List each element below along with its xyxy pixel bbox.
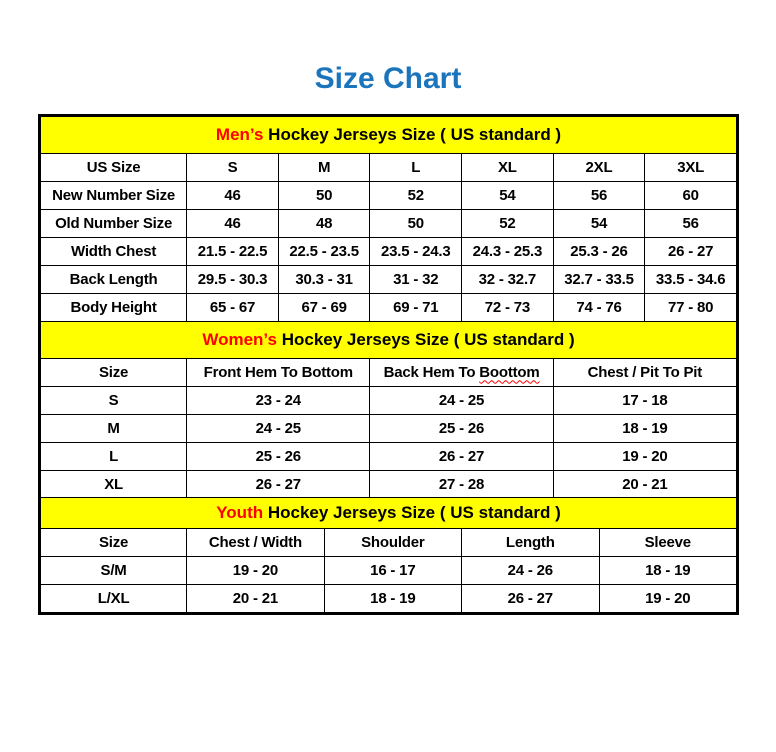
row-header: New Number Size <box>41 182 187 210</box>
table-row <box>41 182 737 210</box>
column-header: XL <box>462 154 554 182</box>
size-value-cell: 60 <box>645 182 737 210</box>
size-value-cell: 20 - 21 <box>553 470 736 498</box>
size-value-cell: 56 <box>553 182 645 210</box>
size-value-cell: 74 - 76 <box>553 294 645 322</box>
table-row <box>41 414 737 442</box>
size-value-cell: 24 - 25 <box>370 386 553 414</box>
size-value-cell: 26 - 27 <box>187 470 370 498</box>
size-value-cell: 25 - 26 <box>187 442 370 470</box>
row-header: L <box>41 442 187 470</box>
column-header-text: Back Hem To <box>383 363 476 381</box>
size-value-cell: 72 - 73 <box>462 294 554 322</box>
size-value-cell: 20 - 21 <box>187 585 324 613</box>
row-header: Body Height <box>41 294 187 322</box>
column-header: S <box>187 154 279 182</box>
table-row <box>41 238 737 266</box>
size-value-cell: 26 - 27 <box>370 442 553 470</box>
size-value-cell: 67 - 69 <box>278 294 370 322</box>
row-header: S <box>41 386 187 414</box>
table-row <box>41 266 737 294</box>
column-header <box>370 358 553 386</box>
size-value-cell: 69 - 71 <box>370 294 462 322</box>
size-value-cell: 24 - 25 <box>187 414 370 442</box>
size-value-cell: 24.3 - 25.3 <box>462 238 554 266</box>
size-chart-tables <box>38 114 739 615</box>
size-value-cell: 33.5 - 34.6 <box>645 266 737 294</box>
womens-section-row <box>41 321 737 358</box>
youth-section-row <box>41 498 737 529</box>
table-row <box>41 557 737 585</box>
youth-size-table <box>40 497 737 613</box>
womens-section-header <box>41 321 737 358</box>
size-value-cell: 54 <box>462 182 554 210</box>
size-value-cell: 32.7 - 33.5 <box>553 266 645 294</box>
column-header: L <box>370 154 462 182</box>
column-header: M <box>278 154 370 182</box>
size-value-cell: 24 - 26 <box>462 557 599 585</box>
size-value-cell: 26 - 27 <box>462 585 599 613</box>
size-value-cell: 25 - 26 <box>370 414 553 442</box>
size-value-cell: 18 - 19 <box>599 557 736 585</box>
size-value-cell: 65 - 67 <box>187 294 279 322</box>
column-header: 3XL <box>645 154 737 182</box>
size-value-cell: 46 <box>187 210 279 238</box>
column-header: US Size <box>41 154 187 182</box>
row-header: XL <box>41 470 187 498</box>
size-value-cell: 29.5 - 30.3 <box>187 266 279 294</box>
size-value-cell: 54 <box>553 210 645 238</box>
size-value-cell: 77 - 80 <box>645 294 737 322</box>
womens-section-accent: Women’s <box>202 329 277 349</box>
column-header: Chest / Width <box>187 529 324 557</box>
table-row <box>41 585 737 613</box>
table-row <box>41 294 737 322</box>
size-value-cell: 52 <box>462 210 554 238</box>
mens-section-row <box>41 117 737 154</box>
column-header: 2XL <box>553 154 645 182</box>
row-header: Old Number Size <box>41 210 187 238</box>
size-value-cell: 31 - 32 <box>370 266 462 294</box>
row-header: L/XL <box>41 585 187 613</box>
mens-section-title-rest: Hockey Jerseys Size ( US standard ) <box>263 125 562 144</box>
size-value-cell: 30.3 - 31 <box>278 266 370 294</box>
misspelled-word: Boottom <box>479 363 540 381</box>
size-value-cell: 19 - 20 <box>599 585 736 613</box>
row-header: M <box>41 414 187 442</box>
column-header: Length <box>462 529 599 557</box>
column-header: Size <box>41 529 187 557</box>
mens-size-table <box>40 116 737 322</box>
mens-section-header <box>41 117 737 154</box>
table-row <box>41 442 737 470</box>
column-header: Sleeve <box>599 529 736 557</box>
size-value-cell: 23.5 - 24.3 <box>370 238 462 266</box>
size-value-cell: 16 - 17 <box>324 557 461 585</box>
youth-section-title-rest: Hockey Jerseys Size ( US standard ) <box>263 503 561 522</box>
table-row <box>41 210 737 238</box>
size-value-cell: 25.3 - 26 <box>553 238 645 266</box>
size-value-cell: 48 <box>278 210 370 238</box>
size-value-cell: 50 <box>370 210 462 238</box>
size-value-cell: 46 <box>187 182 279 210</box>
size-value-cell: 26 - 27 <box>645 238 737 266</box>
size-value-cell: 19 - 20 <box>553 442 736 470</box>
column-header: Chest / Pit To Pit <box>553 358 736 386</box>
womens-column-header-row <box>41 358 737 386</box>
table-row <box>41 386 737 414</box>
youth-section-header <box>41 498 737 529</box>
row-header: Width Chest <box>41 238 187 266</box>
size-value-cell: 21.5 - 22.5 <box>187 238 279 266</box>
size-value-cell: 50 <box>278 182 370 210</box>
mens-column-header-row <box>41 154 737 182</box>
size-value-cell: 22.5 - 23.5 <box>278 238 370 266</box>
youth-section-accent: Youth <box>216 503 264 522</box>
row-header: S/M <box>41 557 187 585</box>
size-value-cell: 19 - 20 <box>187 557 324 585</box>
size-value-cell: 27 - 28 <box>370 470 553 498</box>
size-value-cell: 18 - 19 <box>324 585 461 613</box>
table-row <box>41 470 737 498</box>
row-header: Back Length <box>41 266 187 294</box>
youth-column-header-row <box>41 529 737 557</box>
column-header: Shoulder <box>324 529 461 557</box>
page-title: Size Chart <box>314 62 462 95</box>
womens-section-title-rest: Hockey Jerseys Size ( US standard ) <box>276 329 575 349</box>
size-value-cell: 23 - 24 <box>187 386 370 414</box>
mens-section-accent: Men’s <box>215 125 264 144</box>
column-header: Size <box>41 358 187 386</box>
size-value-cell: 18 - 19 <box>553 414 736 442</box>
size-value-cell: 32 - 32.7 <box>462 266 554 294</box>
womens-size-table <box>40 321 737 499</box>
size-value-cell: 56 <box>645 210 737 238</box>
size-value-cell: 17 - 18 <box>553 386 736 414</box>
column-header: Front Hem To Bottom <box>187 358 370 386</box>
size-value-cell: 52 <box>370 182 462 210</box>
